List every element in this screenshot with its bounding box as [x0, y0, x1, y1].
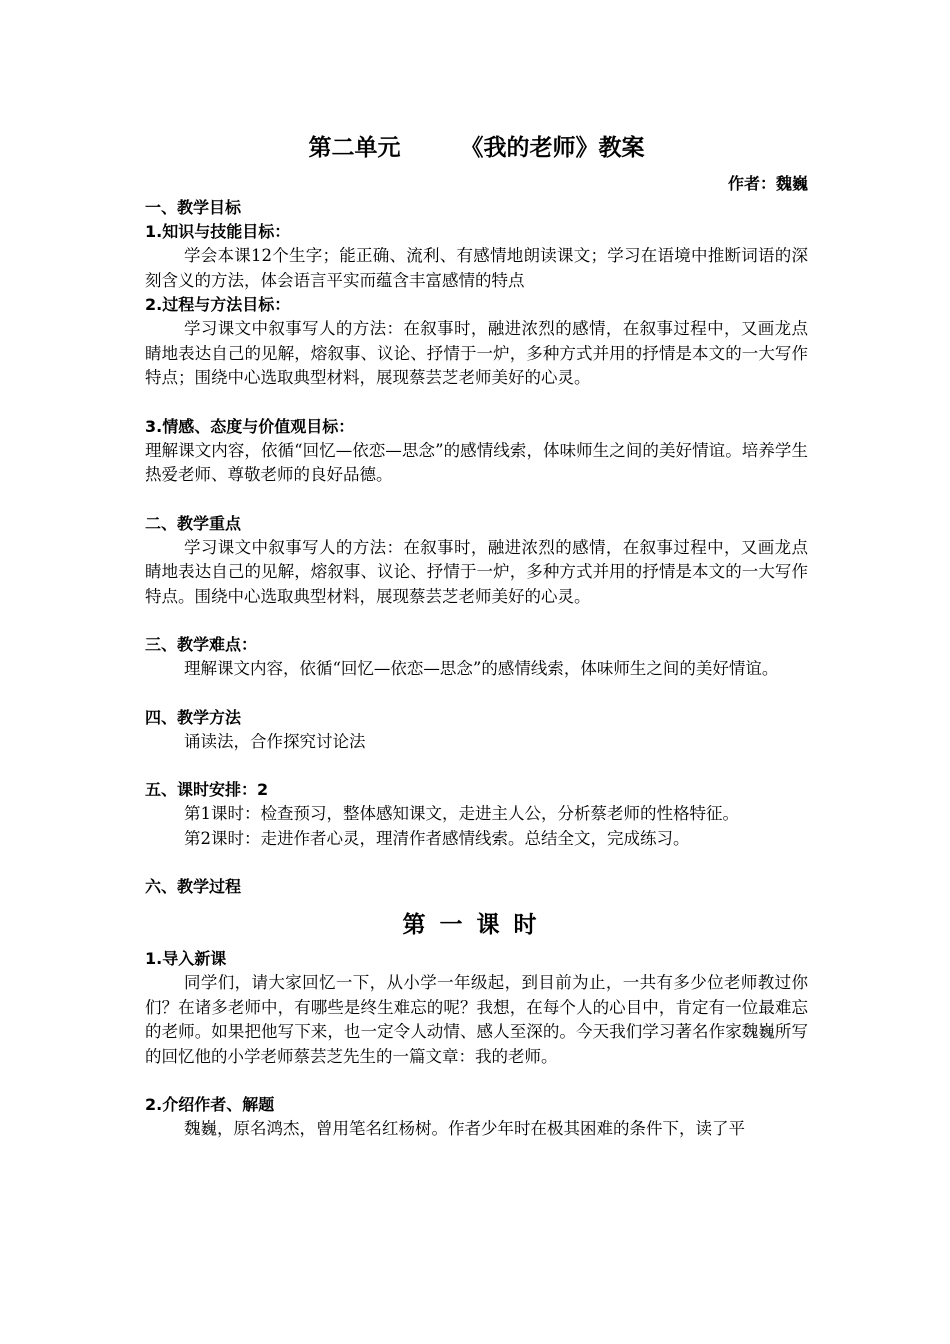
goal2-heading: 2.过程与方法目标：: [145, 295, 291, 314]
goal2-text: 学习课文中叙事写人的方法：在叙事时，融进浓烈的感情，在叙事过程中，又画龙点睛地表达自己的见解，熔叙事、议论、抒情于一炉，多种方式并用的抒情是本文的一大写作特点；围绕中心选取典型材料，展现蔡芸芝老师美好的心灵。: [145, 319, 808, 387]
document-page: [145, 130, 808, 1142]
schedule-heading: 五、课时安排：2: [145, 780, 269, 799]
author-intro-text: 魏巍，原名鸿杰，曾用笔名红杨树。作者少年时在极其困难的条件下，读了平: [184, 1119, 745, 1138]
goal1-heading: 1.知识与技能目标：: [145, 222, 291, 241]
title-name: 《我的老师》教案: [460, 135, 645, 161]
author-line: 作者：魏巍: [727, 174, 808, 193]
schedule-line-2: 第2课时：走进作者心灵，理清作者感情线索。总结全文，完成练习。: [184, 828, 690, 848]
schedule-line-1: 第1课时：检查预习，整体感知课文，走进主人公，分析蔡老师的性格特征。: [184, 804, 739, 823]
intro-heading: 1.导入新课: [145, 949, 227, 968]
goals-heading: 一、教学目标: [145, 198, 242, 217]
difficulty-text: 理解课文内容，依循“回忆—依恋—思念”的感情线索，体味师生之间的美好情谊。: [184, 659, 779, 678]
goal3-text: 理解课文内容，依循“回忆—依恋—思念”的感情线索，体味师生之间的美好情谊。培养学生热爱老师、尊敬老师的良好品德。: [145, 440, 808, 484]
process-heading: 六、教学过程: [145, 877, 242, 896]
focus-text: 学习课文中叙事写人的方法：在叙事时，融进浓烈的感情，在叙事过程中，又画龙点睛地表达自己的见解，熔叙事、议论、抒情于一炉，多种方式并用的抒情是本文的一大写作特点。围绕中心选取典型材料，展现蔡芸芝老师美好的心灵。: [145, 537, 808, 606]
lesson-title: 第一课时: [402, 912, 551, 938]
goal1-text: 学会本课12个生字；能正确、流利、有感情地朗读课文；学习在语境中推断词语的深刻含义的方法，体会语言平实而蕴含丰富感情的特点: [145, 246, 808, 290]
intro-text: 同学们，请大家回忆一下，从小学一年级起，到目前为止，一共有多少位老师教过你们？在诸多老师中，有哪些是终生难忘的呢？我想，在每个人的心目中，肯定有一位最难忘的老师。如果把他写下来，也一定令人动情、感人至深的。今天我们学习著名作家魏巍所写的回忆他的小学老师蔡芸芝先生的一篇文章：我的老师。: [145, 973, 808, 1066]
method-text: 诵读法，合作探究讨论法: [184, 731, 366, 751]
focus-heading: 二、教学重点: [145, 513, 242, 533]
document-title: [145, 130, 808, 166]
method-heading: 四、教学方法: [145, 707, 242, 727]
author-intro-heading: 2.介绍作者、解题: [145, 1095, 275, 1114]
title-unit: 第二单元: [308, 135, 401, 161]
goal3-heading: 3.情感、态度与价值观目标：: [145, 416, 355, 436]
difficulty-heading: 三、教学难点：: [145, 635, 258, 654]
